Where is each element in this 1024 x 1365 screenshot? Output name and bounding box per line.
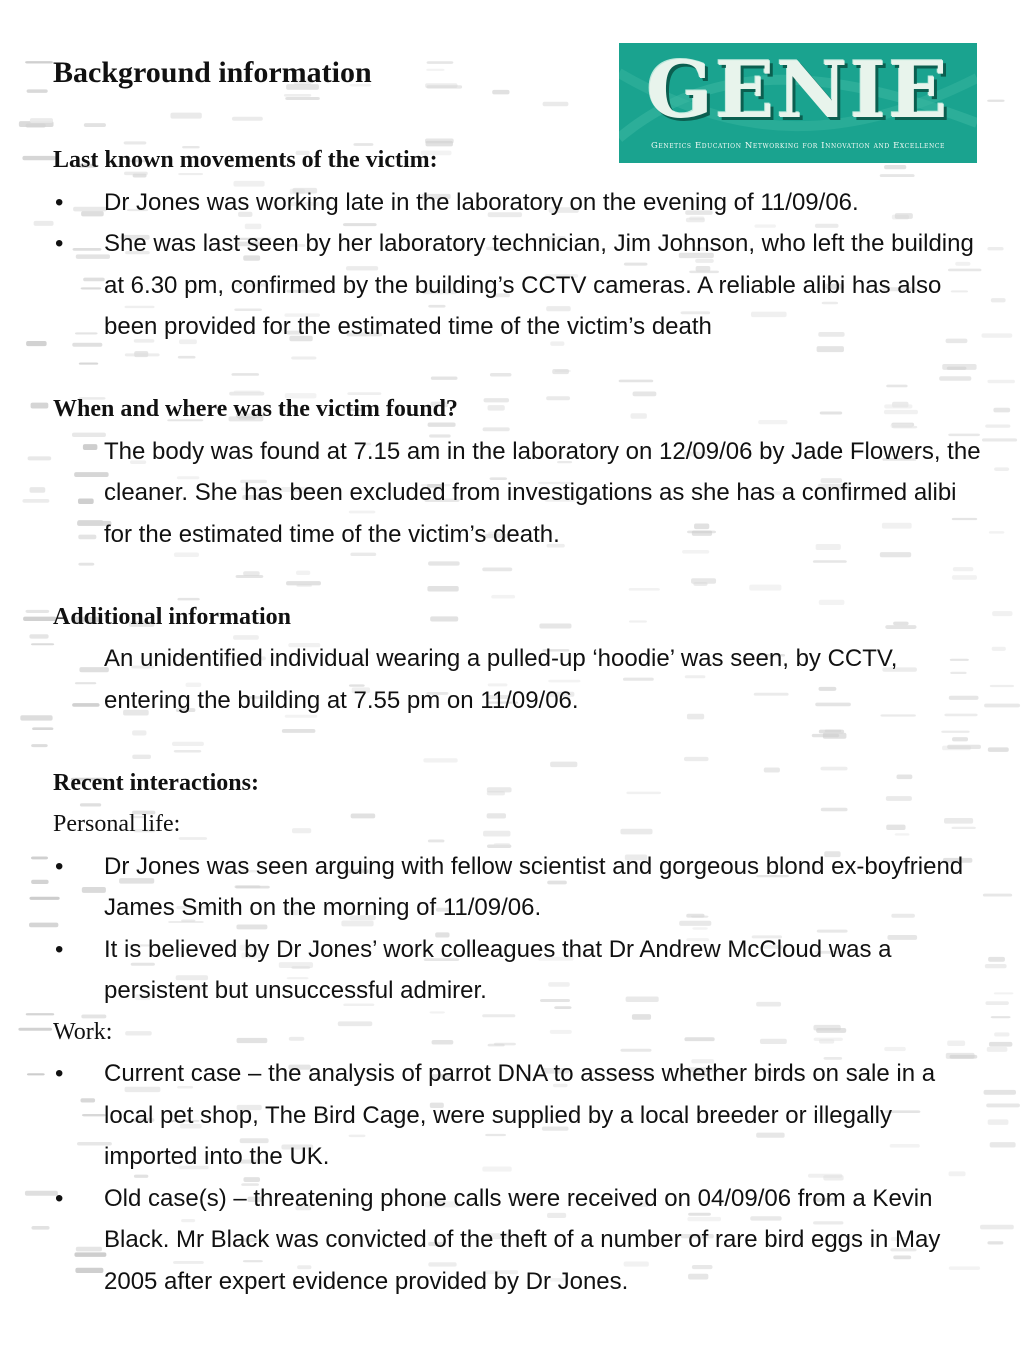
list-item: • Current case – the analysis of parrot DNA to assess whether birds on sale in a local pet shop, The Bird Cage, were supplied by a local breeder or illegally imported into the UK.	[53, 1053, 988, 1178]
logo-wordmark: GENIE	[646, 45, 950, 136]
bullet: •	[55, 852, 64, 880]
last-known-heading: Last known movements of the victim:	[53, 147, 438, 173]
work-list	[53, 1053, 988, 1302]
recent-heading: Recent interactions:	[53, 769, 259, 796]
last-known-list	[53, 182, 988, 348]
list-item: • She was last seen by her laboratory technician, Jim Johnson, who left the building at 6.30 pm, confirmed by the building’s CCTV cameras. A reliable alibi has also been provided for the estimated time of the victim’s death	[53, 223, 988, 348]
bullet: •	[55, 1060, 64, 1087]
logo-tagline: Genetics Education Networking for Innovation and Excellence	[650, 141, 946, 151]
found-heading: When and where was the victim found?	[53, 396, 458, 422]
additional-text: An unidentified individual wearing a pulled-up ‘hoodie’ was seen, by CCTV, entering the building at 7.55 pm on 11/09/06.	[104, 645, 898, 714]
personal-life-label: Personal life:	[53, 811, 181, 837]
bullet: •	[55, 1184, 64, 1212]
bullet: •	[55, 230, 64, 257]
bullet: •	[55, 935, 64, 963]
list-item: • Dr Jones was working late in the laboratory on the evening of 11/09/06.	[53, 182, 988, 224]
additional-heading: Additional information	[53, 603, 292, 630]
work-label: Work:	[53, 1018, 113, 1045]
list-item: • Dr Jones was seen arguing with fellow scientist and gorgeous blond ex-boyfriend James Smith on the morning of 11/09/06.	[53, 846, 988, 929]
list-item: • Old case(s) – threatening phone calls were received on 04/09/06 from a Kevin Black. Mr Black was convicted of the theft of a number of rare bird eggs in May 2005 after expert evidence provided by Dr Jones.	[53, 1178, 988, 1303]
page-title: Background information	[53, 56, 372, 89]
list-item: • It is believed by Dr Jones’ work colleagues that Dr Andrew McCloud was a persistent but unsuccessful admirer.	[53, 929, 988, 1012]
bullet: •	[55, 188, 64, 216]
personal-list	[53, 846, 988, 1012]
found-text: The body was found at 7.15 am in the laboratory on 12/09/06 by Jade Flowers, the cleaner. She has been excluded from investigations as she has a confirmed alibi for the estimated time of the victim’s death.	[104, 437, 981, 548]
